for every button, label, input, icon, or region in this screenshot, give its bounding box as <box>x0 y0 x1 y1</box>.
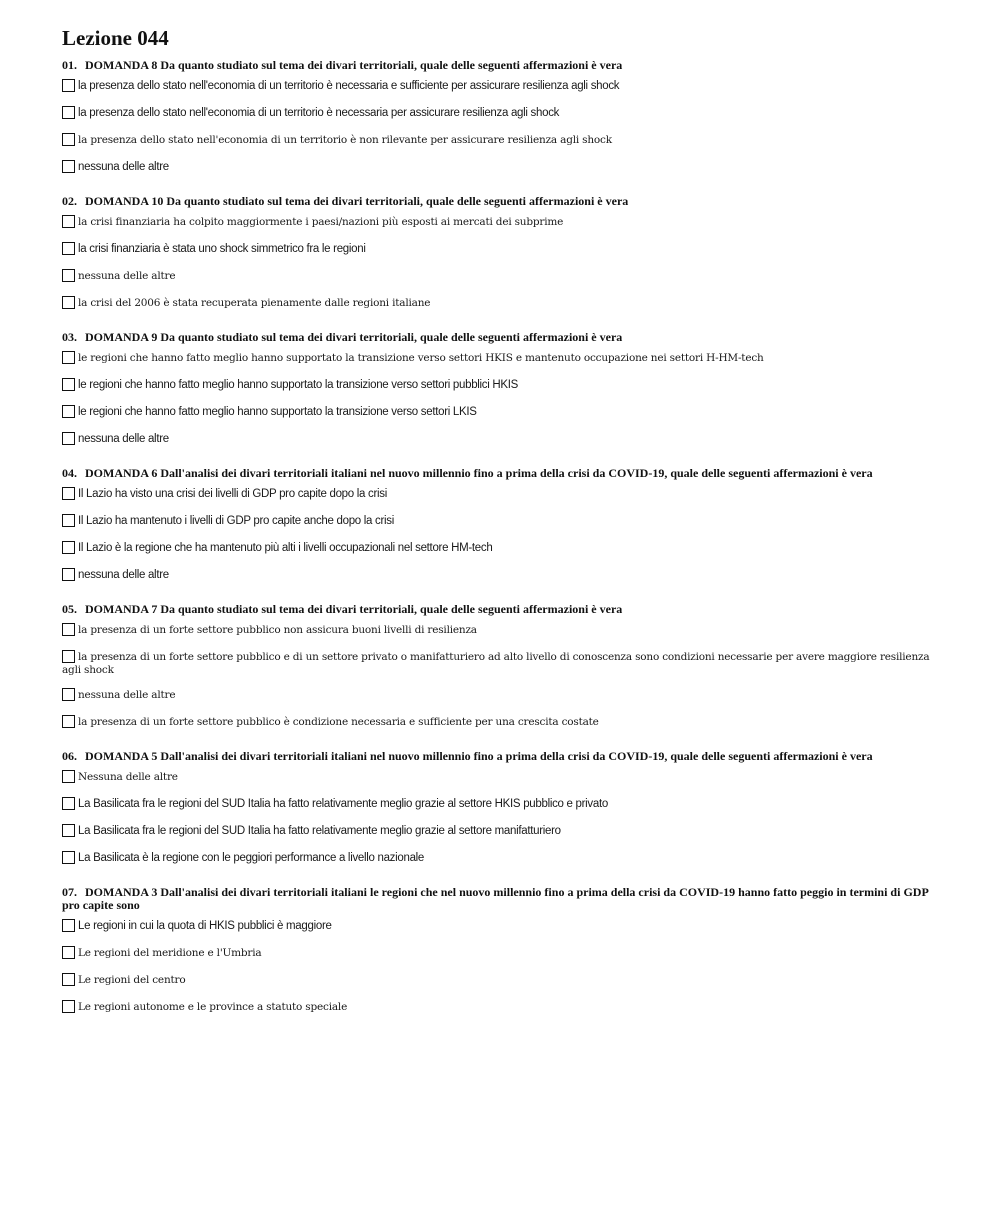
question-text: DOMANDA 10 Da quanto studiato sul tema dei divari territoriali, quale delle seguenti affermazioni è vera <box>85 194 629 208</box>
option-label: la presenza dello stato nell'economia di un territorio è non rilevante per assicurare resilienza agli shock <box>78 134 612 146</box>
option-label: la presenza di un forte settore pubblico non assicura buoni livelli di resilienza <box>78 624 477 636</box>
option-label: la presenza dello stato nell'economia di un territorio è necessaria e sufficiente per assicurare resilienza agli shock <box>78 80 620 92</box>
option-label: la crisi del 2006 è stata recuperata pienamente dalle regioni italiane <box>78 297 431 309</box>
answer-option[interactable] <box>62 215 942 231</box>
question-text: DOMANDA 6 Dall'analisi dei divari territoriali italiani nel nuovo millennio fino a prima della crisi da COVID-19, quale delle seguenti affermazioni è vera <box>85 466 873 480</box>
checkbox[interactable] <box>62 688 75 701</box>
answer-option[interactable] <box>62 973 942 989</box>
option-label: nessuna delle altre <box>78 689 176 701</box>
answer-option[interactable] <box>62 351 942 367</box>
checkbox[interactable] <box>62 269 75 282</box>
option-label: la crisi finanziaria è stata uno shock simmetrico fra le regioni <box>78 243 366 255</box>
checkbox[interactable] <box>62 650 75 663</box>
question-number: 02. <box>62 194 77 208</box>
document-page <box>62 26 942 1035</box>
answer-option[interactable] <box>62 824 942 840</box>
answer-option[interactable] <box>62 405 942 421</box>
answer-option[interactable] <box>62 242 942 258</box>
option-label: la presenza di un forte settore pubblico è condizione necessaria e sufficiente per una crescita costate <box>78 716 599 728</box>
option-label: La Basilicata fra le regioni del SUD Italia ha fatto relativamente meglio grazie al settore HKIS pubblico e privato <box>78 798 608 810</box>
option-label: le regioni che hanno fatto meglio hanno supportato la transizione verso settori HKIS e mantenuto occupazione nei settori H-HM-tech <box>78 352 764 364</box>
question-text: DOMANDA 7 Da quanto studiato sul tema dei divari territoriali, quale delle seguenti affermazioni è vera <box>85 602 623 616</box>
checkbox[interactable] <box>62 568 75 581</box>
option-label: nessuna delle altre <box>78 270 176 282</box>
answer-option[interactable] <box>62 296 942 312</box>
option-label: Le regioni del centro <box>78 974 186 986</box>
question-heading <box>62 886 942 912</box>
checkbox[interactable] <box>62 973 75 986</box>
checkbox[interactable] <box>62 487 75 500</box>
checkbox[interactable] <box>62 351 75 364</box>
answer-option[interactable] <box>62 133 942 149</box>
checkbox[interactable] <box>62 946 75 959</box>
answer-option[interactable] <box>62 269 942 285</box>
checkbox[interactable] <box>62 79 75 92</box>
option-label: Il Lazio ha visto una crisi dei livelli di GDP pro capite dopo la crisi <box>78 488 387 500</box>
answer-option[interactable] <box>62 770 942 786</box>
question-number: 04. <box>62 466 77 480</box>
option-label: le regioni che hanno fatto meglio hanno supportato la transizione verso settori pubblici HKIS <box>78 379 519 391</box>
checkbox[interactable] <box>62 242 75 255</box>
option-label: la crisi finanziaria ha colpito maggiormente i paesi/nazioni più esposti ai mercati dei subprime <box>78 216 564 228</box>
option-label: la presenza dello stato nell'economia di un territorio è necessaria per assicurare resilienza agli shock <box>78 107 560 119</box>
answer-option[interactable] <box>62 541 942 557</box>
option-label: nessuna delle altre <box>78 161 169 173</box>
question-heading <box>62 59 942 72</box>
question-03 <box>62 331 942 448</box>
option-label: Le regioni del meridione e l'Umbria <box>78 947 262 959</box>
option-label: nessuna delle altre <box>78 433 169 445</box>
question-text: DOMANDA 5 Dall'analisi dei divari territoriali italiani nel nuovo millennio fino a prima della crisi da COVID-19, quale delle seguenti affermazioni è vera <box>85 749 873 763</box>
option-label: Nessuna delle altre <box>78 771 178 783</box>
question-04 <box>62 467 942 584</box>
answer-option[interactable] <box>62 946 942 962</box>
checkbox[interactable] <box>62 797 75 810</box>
answer-option[interactable] <box>62 79 942 95</box>
checkbox[interactable] <box>62 919 75 932</box>
option-label: nessuna delle altre <box>78 569 169 581</box>
option-label: La Basilicata è la regione con le peggiori performance a livello nazionale <box>78 852 425 864</box>
answer-option[interactable] <box>62 487 942 503</box>
question-heading <box>62 467 942 480</box>
page-title: Lezione 044 <box>62 26 169 50</box>
answer-option[interactable] <box>62 568 942 584</box>
answer-option[interactable] <box>62 106 942 122</box>
question-text: DOMANDA 8 Da quanto studiato sul tema dei divari territoriali, quale delle seguenti affermazioni è vera <box>85 58 623 72</box>
answer-option[interactable] <box>62 851 942 867</box>
option-label: Le regioni in cui la quota di HKIS pubblici è maggiore <box>78 920 332 932</box>
question-text: DOMANDA 3 Dall'analisi dei divari territoriali italiani le regioni che nel nuovo millennio fino a prima della crisi da COVID-19 hanno fatto peggio in termini di GDP pro capite sono <box>62 885 929 912</box>
question-07 <box>62 886 942 1016</box>
answer-option[interactable] <box>62 623 942 639</box>
answer-option[interactable] <box>62 378 942 394</box>
answer-option[interactable] <box>62 919 942 935</box>
question-heading <box>62 195 942 208</box>
question-02 <box>62 195 942 312</box>
checkbox[interactable] <box>62 432 75 445</box>
checkbox[interactable] <box>62 514 75 527</box>
checkbox[interactable] <box>62 851 75 864</box>
option-label: la presenza di un forte settore pubblico e di un settore privato o manifatturiero ad alto livello di conoscenza sono condizioni necessarie per avere maggiore resilienza agli shock <box>62 651 930 676</box>
question-number: 07. <box>62 885 77 899</box>
answer-option[interactable] <box>62 1000 942 1016</box>
checkbox[interactable] <box>62 824 75 837</box>
question-heading <box>62 603 942 616</box>
question-01 <box>62 59 942 176</box>
option-label: La Basilicata fra le regioni del SUD Italia ha fatto relativamente meglio grazie al settore manifatturiero <box>78 825 561 837</box>
answer-option[interactable] <box>62 715 942 731</box>
checkbox[interactable] <box>62 715 75 728</box>
checkbox[interactable] <box>62 623 75 636</box>
option-label: le regioni che hanno fatto meglio hanno supportato la transizione verso settori LKIS <box>78 406 477 418</box>
question-number: 05. <box>62 602 77 616</box>
answer-option[interactable] <box>62 514 942 530</box>
question-number: 06. <box>62 749 77 763</box>
checkbox[interactable] <box>62 1000 75 1013</box>
question-heading <box>62 750 942 763</box>
question-heading <box>62 331 942 344</box>
checkbox[interactable] <box>62 215 75 228</box>
checkbox[interactable] <box>62 405 75 418</box>
question-05 <box>62 603 942 731</box>
answer-option[interactable] <box>62 160 942 176</box>
checkbox[interactable] <box>62 133 75 146</box>
answer-option[interactable] <box>62 432 942 448</box>
answer-option[interactable] <box>62 650 942 677</box>
question-number: 01. <box>62 58 77 72</box>
checkbox[interactable] <box>62 541 75 554</box>
question-number: 03. <box>62 330 77 344</box>
checkbox[interactable] <box>62 106 75 119</box>
option-label: Il Lazio ha mantenuto i livelli di GDP pro capite anche dopo la crisi <box>78 515 394 527</box>
option-label: Le regioni autonome e le province a statuto speciale <box>78 1001 348 1013</box>
checkbox[interactable] <box>62 378 75 391</box>
checkbox[interactable] <box>62 770 75 783</box>
answer-option[interactable] <box>62 797 942 813</box>
option-label: Il Lazio è la regione che ha mantenuto più alti i livelli occupazionali nel settore HM-tech <box>78 542 493 554</box>
question-text: DOMANDA 9 Da quanto studiato sul tema dei divari territoriali, quale delle seguenti affermazioni è vera <box>85 330 623 344</box>
checkbox[interactable] <box>62 296 75 309</box>
answer-option[interactable] <box>62 688 942 704</box>
checkbox[interactable] <box>62 160 75 173</box>
question-06 <box>62 750 942 867</box>
